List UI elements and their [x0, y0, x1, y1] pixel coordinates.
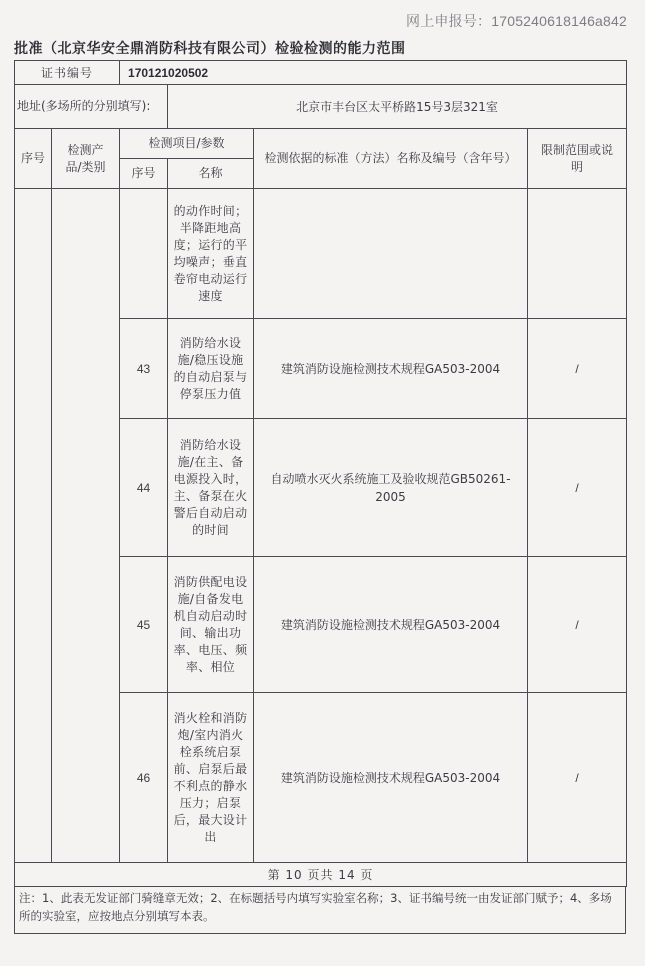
item-num-cell	[120, 189, 168, 319]
item-name-cell: 的动作时间；半降距地高度；运行的平均噪声；垂直卷帘电动运行速度	[168, 189, 254, 319]
limit-cell: /	[528, 693, 627, 863]
limit-cell	[528, 189, 627, 319]
seq-cell	[15, 189, 52, 863]
table-row	[15, 189, 627, 319]
item-num-cell: 44	[120, 419, 168, 557]
item-name-cell: 消防供配电设施/自备发电机自动启动时间、输出功率、电压、频率、相位	[168, 557, 254, 693]
capability-table	[14, 60, 627, 887]
online-application-number: 网上申报号：1705240618146a842	[406, 13, 627, 29]
page-number: 第 10 页共 14 页	[15, 863, 627, 887]
col-item-seq-header: 序号	[120, 159, 168, 189]
standard-cell: 建筑消防设施检测技术规程GA503-2004	[254, 693, 528, 863]
address-label: 地址(多场所的分别填写):	[15, 85, 168, 129]
standard-cell: 自动喷水灭火系统施工及验收规范GB50261-2005	[254, 419, 528, 557]
address-value: 北京市丰台区太平桥路15号3层321室	[168, 85, 627, 129]
col-item-name-header: 名称	[168, 159, 254, 189]
item-num-cell: 45	[120, 557, 168, 693]
col-seq-header: 序号	[15, 129, 52, 189]
standard-cell: 建筑消防设施检测技术规程GA503-2004	[254, 319, 528, 419]
footnote: 注：1、此表无发证部门骑缝章无效；2、在标题括号内填写实验室名称；3、证书编号统一由发证部门赋予；4、多场所的实验室，应按地点分别填写本表。	[14, 886, 626, 934]
standard-cell: 建筑消防设施检测技术规程GA503-2004	[254, 557, 528, 693]
col-limit-header: 限制范围或说明	[528, 129, 627, 189]
product-cell	[52, 189, 120, 863]
col-standard-header: 检测依据的标准（方法）名称及编号（含年号）	[254, 129, 528, 189]
item-name-cell: 消火栓和消防炮/室内消火栓系统启泵前、启泵后最不利点的静水压力；启泵后，最大设计出	[168, 693, 254, 863]
cert-label: 证书编号	[15, 61, 120, 85]
standard-cell	[254, 189, 528, 319]
page-title: 批准（北京华安全鼎消防科技有限公司）检验检测的能力范围	[14, 41, 406, 57]
item-num-cell: 43	[120, 319, 168, 419]
page-footer-row	[15, 863, 627, 887]
limit-cell: /	[528, 319, 627, 419]
address-row	[15, 85, 627, 129]
item-name-cell: 消防给水设施/稳压设施的自动启泵与停泵压力值	[168, 319, 254, 419]
limit-cell: /	[528, 557, 627, 693]
col-item-group-header: 检测项目/参数	[120, 129, 254, 159]
col-product-header: 检测产品/类别	[52, 129, 120, 189]
item-num-cell: 46	[120, 693, 168, 863]
cert-row	[15, 61, 627, 85]
cert-number: 170121020502	[120, 61, 627, 85]
header-row-1	[15, 129, 627, 159]
item-name-cell: 消防给水设施/在主、备电源投入时，主、备泵在火警后自动启动的时间	[168, 419, 254, 557]
limit-cell: /	[528, 419, 627, 557]
